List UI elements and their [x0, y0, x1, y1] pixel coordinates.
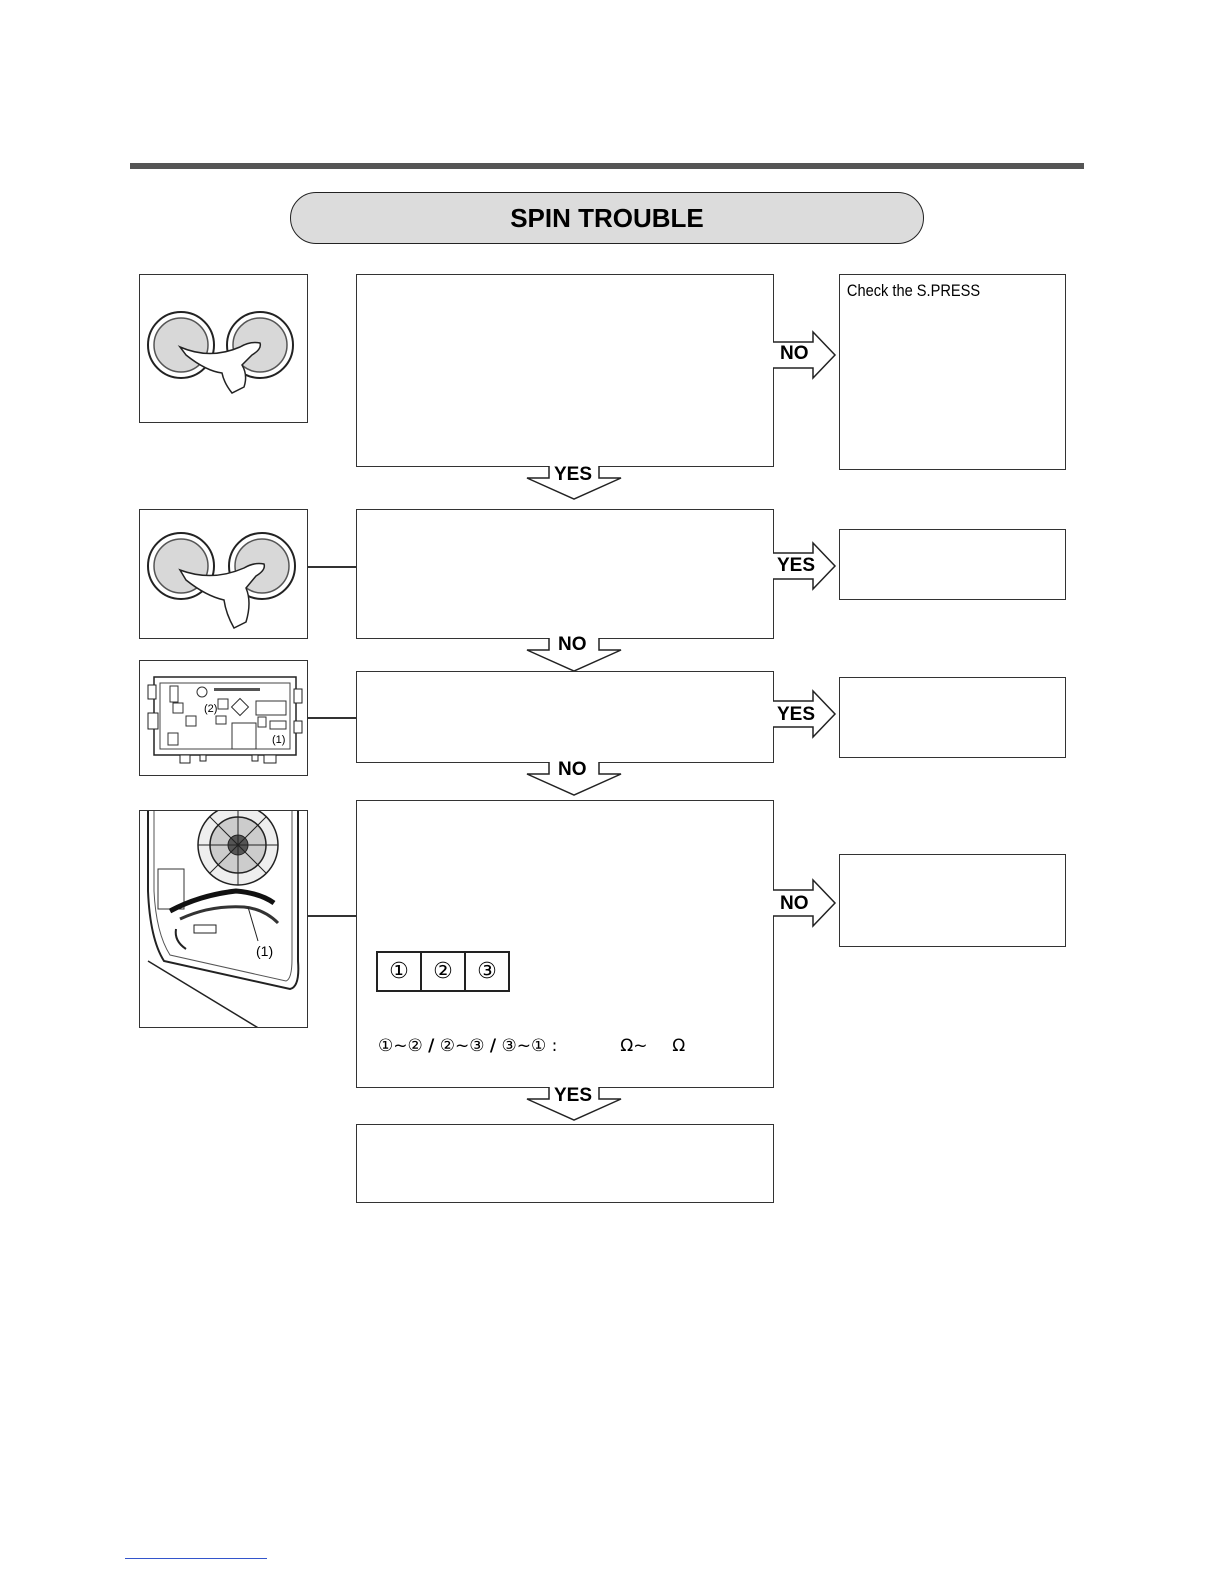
step1-box [356, 274, 774, 467]
pcb-callout-1: (1) [272, 734, 286, 746]
formula-pair-1: ①~② [378, 1036, 423, 1056]
no-label-4: NO [780, 893, 809, 914]
yes-label-3: YES [777, 704, 816, 725]
connector-row3 [308, 717, 357, 719]
formula-unit-2: Ω [672, 1036, 686, 1056]
page-title [290, 192, 924, 244]
motor-wiring-illustration [139, 810, 308, 1028]
no-label-3: NO [558, 759, 587, 780]
no-label-2: NO [558, 634, 587, 655]
buttons-press-illustration-1 [139, 274, 308, 423]
pin-3: ③ [465, 952, 509, 991]
yes-label-2: YES [777, 555, 816, 576]
yes-label-4: YES [554, 1085, 593, 1106]
formula-pair-2: ②~③ [439, 1036, 485, 1056]
header-rule [130, 163, 1084, 169]
motor-wiring-photo-icon [140, 811, 308, 1028]
hand-pressing-two-buttons-icon [140, 275, 308, 423]
step1-side-box [839, 274, 1066, 470]
formula-sep-2: / [489, 1036, 497, 1056]
step2-side-box [839, 529, 1066, 600]
formula-unit-1: Ω~ [620, 1036, 648, 1056]
formula-colon: : [551, 1036, 558, 1056]
connector-row2 [308, 566, 357, 568]
motor-callout-1: (1) [256, 943, 274, 959]
step1-side-text: Check the S.PRESS [846, 281, 981, 300]
formula-pair-3: ③~① [501, 1036, 547, 1056]
formula-sep-1: / [428, 1036, 435, 1056]
pin-2: ② [421, 952, 465, 991]
footer-link-line [125, 1558, 267, 1559]
step2-box [356, 509, 774, 639]
step3-box [356, 671, 774, 763]
pin-1: ① [377, 952, 421, 991]
step5-box [356, 1124, 774, 1203]
buttons-press-illustration-2 [139, 509, 308, 639]
page-title-text: SPIN TROUBLE [510, 202, 704, 233]
pcb-board-icon [140, 661, 308, 776]
no-label-1: NO [780, 343, 809, 364]
yes-label-1: YES [554, 464, 593, 485]
pcb-illustration [139, 660, 308, 776]
step3-side-box [839, 677, 1066, 758]
hand-pressing-two-buttons-icon [140, 510, 308, 639]
step4-side-box [839, 854, 1066, 947]
resistance-formula [378, 1036, 685, 1056]
connector-row4 [308, 915, 357, 917]
motor-pin-table [376, 951, 510, 992]
pcb-callout-2: (2) [204, 703, 218, 715]
